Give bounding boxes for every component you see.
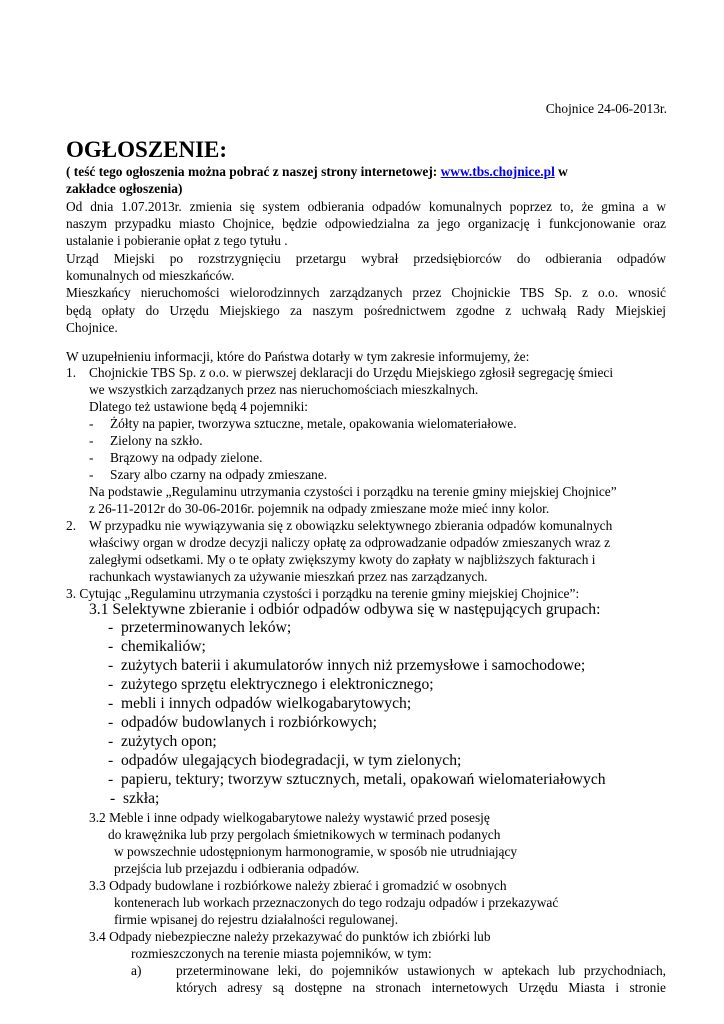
group-item: papieru, tektury; tworzyw sztucznych, metali, opakowań wielomateriałowych [121, 771, 606, 788]
item3-sub2-line: 3.2 Meble i inne odpady wielkogabarytowe należy wystawić przed posesję [89, 810, 490, 825]
intro-line: Chojnice. [66, 320, 118, 335]
download-note [66, 163, 666, 198]
sub4a-line: których adresy są dostępne na stronach internetowych Urzędu Miasta i stronie [176, 980, 666, 995]
lead-text: W uzupełnieniu informacji, które do Państwa dotarły w tym zakresie informujemy, że: [66, 349, 530, 364]
bin-dash: - [89, 433, 94, 448]
download-note-line2: zakładce ogłoszenia) [66, 181, 183, 197]
document-title: OGŁOSZENIE: [66, 137, 228, 162]
item-number: 2. [66, 518, 77, 533]
item1-line: Chojnickie TBS Sp. z o.o. w pierwszej deklaracji do Urzędu Miejskiego zgłosił segregację śmieci [89, 365, 614, 380]
item3-heading: 3. Cytując „Regulaminu utrzymania czystości i porządku na terenie gminy miejskiej Chojnice”: [66, 586, 580, 601]
bin-dash: - [89, 416, 94, 431]
intro-line: komunalnych od mieszkańców. [66, 268, 235, 283]
item2-line: zaległymi odsetkami. My o te opłaty zwiększymy kwoty do zapłaty w najbliższych fakturach i [89, 552, 596, 567]
item3-sub1: 3.1 Selektywne zbieranie i odbiór odpadów odbywa się w następujących grupach: [89, 601, 601, 618]
bin-item: Brązowy na odpady zielone. [110, 450, 263, 465]
group-dash: - [108, 733, 114, 750]
group-dash: - [108, 771, 114, 788]
group-item: chemikaliów; [121, 638, 206, 655]
document-date: Chojnice 24-06-2013r. [545, 101, 667, 116]
bin-item: Szary albo czarny na odpady zmieszane. [110, 467, 328, 482]
group-dash: - [108, 676, 114, 693]
group-dash: - [110, 790, 116, 807]
sub4a-label: a) [131, 963, 142, 978]
item2-line: właściwy organ w drodze decyzji naliczy opłatę za odprowadzanie odpadów zmieszanych wraz z [89, 535, 611, 550]
group-dash: - [108, 657, 114, 674]
intro-line: Urząd Miejski po rozstrzygnięciu przetargu wybrał przedsiębiorców do odbierania odpadów [66, 251, 666, 266]
bin-item: Żółty na papier, tworzywa sztuczne, metale, opakowania wielomateriałowe. [110, 416, 517, 431]
group-item: szkła; [123, 790, 160, 807]
sub4a-line: przeterminowane leki, do pojemników ustawionych w aptekach lub przychodniach, [176, 963, 666, 978]
item3-sub4-line: 3.4 Odpady niebezpieczne należy przekazywać do punktów ich zbiórki lub [89, 929, 491, 944]
item3-sub3-line: firmie wpisanej do rejestru działalności regulowanej. [114, 912, 399, 927]
item2-line: rachunkach wystawianych za używanie mieszkań przez nas zarządzanych. [89, 569, 488, 584]
item3-sub2-line: do krawężnika lub przy pergolach śmietnikowych w terminach podanych [108, 827, 501, 842]
bin-item: Zielony na szkło. [110, 433, 203, 448]
item3-sub3-line: 3.3 Odpady budowlane i rozbiórkowe należy zbierać i gromadzić w osobnych [89, 878, 507, 893]
item-number: 1. [66, 365, 77, 380]
item1-after: z 26-11-2012r do 30-06-2016r. pojemnik na odpady zmieszane może mieć inny kolor. [89, 501, 550, 516]
item1-line: we wszystkich zarządzanych przez nas nieruchomościach mieszkalnych. [89, 382, 479, 397]
group-item: zużytych opon; [121, 733, 217, 750]
group-item: zużytych baterii i akumulatorów innych niż przemysłowe i samochodowe; [121, 657, 586, 674]
download-note-text: ( teść tego ogłoszenia można pobrać z naszej strony internetowej: [66, 164, 441, 179]
item1-line: Dlatego też ustawione będą 4 pojemniki: [89, 399, 309, 414]
bin-dash: - [89, 450, 94, 465]
item2-line: W przypadku nie wywiązywania się z obowiązku selektywnego zbierania odpadów komunalnych [89, 518, 613, 533]
intro-line: naszym przypadku miasto Chojnice, będzie odpowiedzialna za jego organizację i funkcjonowanie oraz [66, 216, 666, 231]
item3-sub4-line: rozmieszczonych na terenie miasta pojemników, w tym: [131, 946, 432, 961]
item1-after: Na podstawie „Regulaminu utrzymania czystości i porządku na terenie gminy miejskiej Chojnice” [89, 484, 617, 499]
item3-sub3-line: kontenerach lub workach przeznaczonych do tego rodzaju odpadów i przekazywać [114, 895, 559, 910]
item3-sub2-line: w powszechnie udostępnionym harmonogramie, w sposób nie utrudniający [114, 844, 518, 859]
group-item: odpadów budowlanych i rozbiórkowych; [121, 714, 377, 731]
group-item: odpadów ulegających biodegradacji, w tym zielonych; [121, 752, 462, 769]
group-dash: - [108, 619, 114, 636]
bin-dash: - [89, 467, 94, 482]
group-dash: - [108, 714, 114, 731]
intro-line: ustalanie i pobieranie opłat z tego tytułu . [66, 233, 288, 248]
group-dash: - [108, 752, 114, 769]
group-item: zużytego sprzętu elektrycznego i elektronicznego; [121, 676, 434, 693]
website-link[interactable]: www.tbs.chojnice.pl [440, 164, 555, 179]
intro-line: Mieszkańcy nieruchomości wielorodzinnych zarządzanych przez Chojnickie TBS Sp. z o.o. wnosić [66, 285, 666, 300]
group-dash: - [108, 695, 114, 712]
download-note-text-after: w [554, 164, 568, 179]
group-item: przeterminowanych leków; [121, 619, 292, 636]
item3-sub2-line: przejścia lub przejazdu i odbierania odpadów. [114, 861, 360, 876]
intro-line: będą opłaty do Urzędu Miejskiego za naszym pośrednictwem zgodne z uchwałą Rady Miejskiej [66, 303, 666, 318]
intro-line: Od dnia 1.07.2013r. zmienia się system odbierania odpadów komunalnych poprzez to, że gmina a w [66, 199, 666, 214]
group-dash: - [108, 638, 114, 655]
group-item: mebli i innych odpadów wielkogabarytowych; [121, 695, 412, 712]
